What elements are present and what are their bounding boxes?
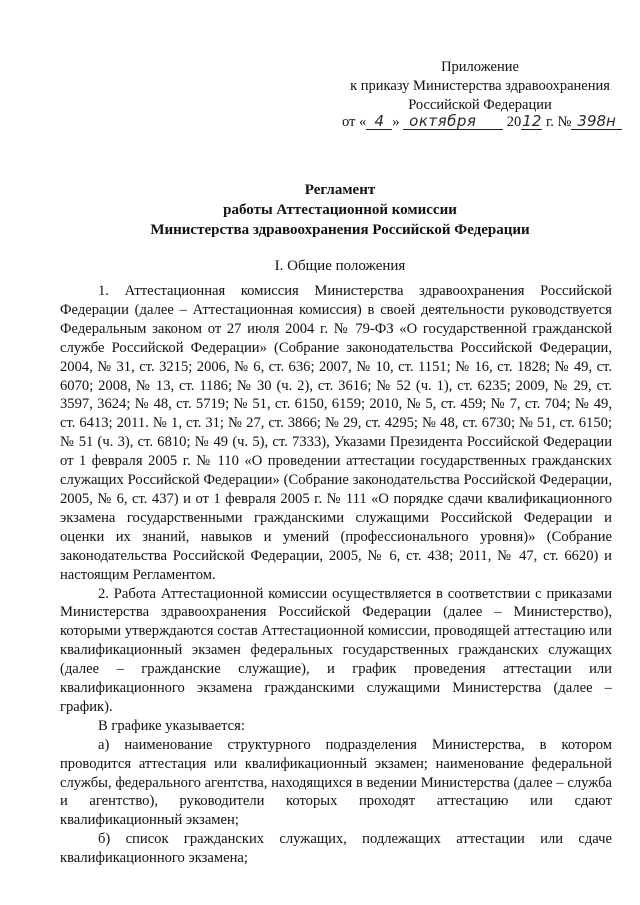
- order-day-handwritten: 4: [366, 113, 392, 130]
- order-year-handwritten: 12: [522, 112, 542, 130]
- appendix-ministry: Российской Федерации: [408, 97, 552, 113]
- order-month-handwritten: октября: [403, 113, 503, 130]
- paragraph-2: 2. Работа Аттестационной комиссии осуществляется в соответствии с приказами Министерства здравоохранения Российской Федерации (далее – Министерство), которыми утверждаются состав Аттестационной комиссии, проводящей аттестацию или квалификационный экзамен федеральных государственных гражданских служащих (далее – гражданские служащие), и график проведения аттестации или квалификационного экзамена гражданскими служащими Министерства (далее – график).: [60, 585, 612, 715]
- order-date-number: [342, 113, 622, 132]
- paragraph-item-a: а) наименование структурного подразделения Министерства, в котором проводится аттестация или квалификационный экзамен; наименование федеральной службы, федерального агентства, находящихся в ведении Министерства (далее – служба и агентство), руководители которых проходят аттестацию или сдают квалификационный экзамен;: [60, 736, 612, 829]
- paragraph-1: 1. Аттестационная комиссия Министерства здравоохранения Российской Федерации (далее – Аттестационная комиссия) в своей деятельности руководствуется Федеральным законом от 27 июля 2004 г. № 79-ФЗ «О государственной гражданской службе Российской Федерации» (Собрание законодательства Российской Федерации, 2004, № 31, ст. 3215; 2006, № 6, ст. 636; 2007, № 10, ст. 1151; № 16, ст. 1828; № 49, ст. 6070; 2008, № 13, ст. 1186; № 30 (ч. 2), ст. 3616; № 52 (ч. 1), ст. 6235; 2009, № 29, ст. 3597, 3624; № 48, ст. 5719; № 51, ст. 6150, 6159; 2010, № 5, ст. 459; № 7, ст. 704; № 49, ст. 6413; 2011. № 1, ст. 31; № 27, ст. 3866; № 29, ст. 4295; № 48, ст. 6730; № 51, ст. 6150; № 51 (ч. 3), ст. 6810; № 49 (ч. 5), ст. 7333), Указами Президента Российской Федерации от 1 февраля 2005 г. № 110 «О проведении аттестации государственных гражданских служащих Российской Федерации» (Собрание законодательства Российской Федерации, 2005, № 6, ст. 437) и от 1 февраля 2005 г. № 111 «О порядке сдачи квалификационного экзамена государственными гражданскими служащими Российской Федерации и оценки их знаний, навыков и умений (профессионального уровня)» (Собрание законодательства Российской Федерации, 2005, № 6, ст. 438; 2011, № 47, ст. 6620) и настоящим Регламентом.: [60, 283, 612, 583]
- document-subtitle: работы Аттестационной комиссии: [223, 202, 457, 218]
- document-title: Регламент: [304, 182, 376, 198]
- appendix-title: Приложение: [441, 59, 519, 75]
- appendix-order-reference: к приказу Министерства здравоохранения: [350, 78, 610, 94]
- order-close-quote: »: [392, 114, 400, 130]
- order-from-label: от «: [342, 114, 367, 130]
- document-subtitle-ministry: Министерства здравоохранения Российской Федерации: [150, 222, 530, 238]
- section-heading: I. Общие положения: [274, 258, 406, 274]
- paragraph-3: В графике указывается:: [98, 717, 245, 734]
- document-body: [60, 282, 612, 868]
- order-number-label: г. №: [546, 114, 572, 130]
- order-year-prefix: 20: [506, 114, 522, 130]
- paragraph-item-b: б) список гражданских служащих, подлежащих аттестации или сдаче квалификационного экзамена;: [60, 831, 612, 867]
- appendix-block: [330, 58, 630, 115]
- order-number-handwritten: 398н: [571, 113, 621, 130]
